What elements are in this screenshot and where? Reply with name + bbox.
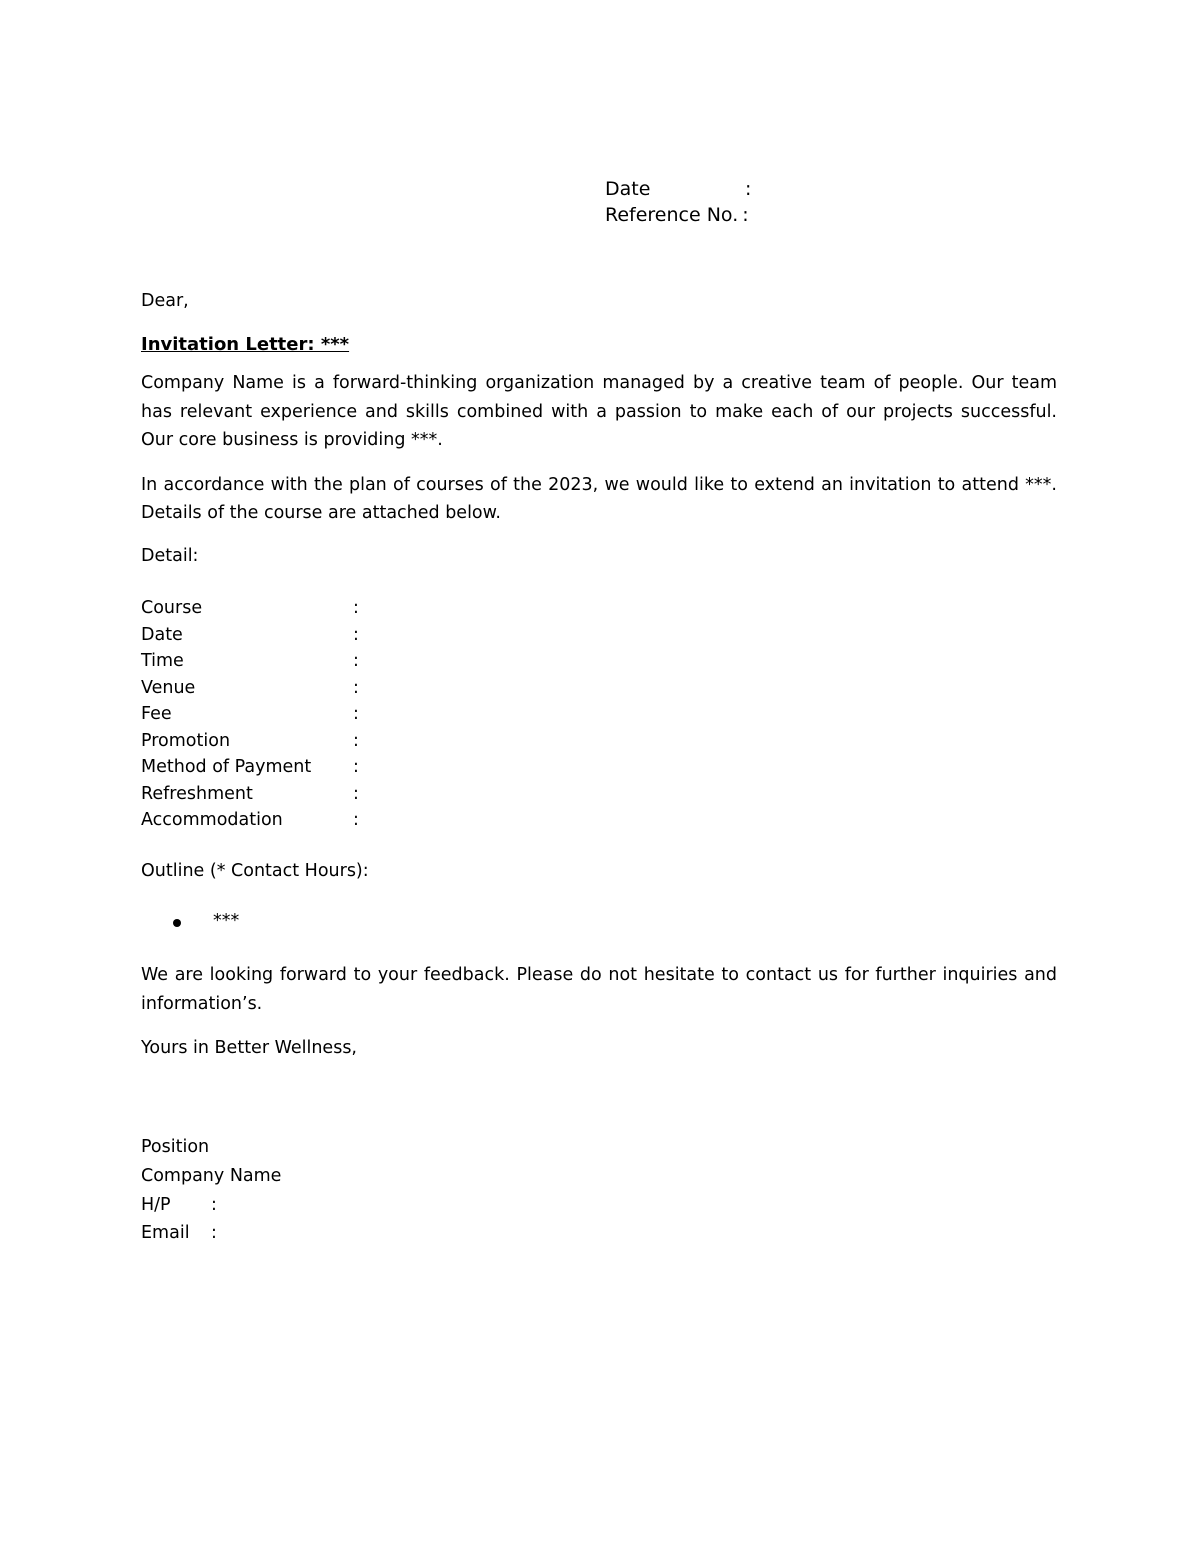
detail-row bbox=[141, 675, 1057, 702]
detail-row bbox=[141, 781, 1057, 808]
detail-colon: : bbox=[353, 651, 359, 671]
detail-row bbox=[141, 728, 1057, 755]
detail-row bbox=[141, 648, 1057, 675]
date-label: Date bbox=[605, 178, 651, 200]
detail-label: Refreshment bbox=[141, 783, 253, 804]
signoff: Yours in Better Wellness, bbox=[141, 1038, 357, 1058]
detail-colon: : bbox=[353, 704, 359, 724]
email-label: Email bbox=[141, 1222, 190, 1243]
bullet-icon bbox=[173, 919, 181, 927]
detail-heading: Detail: bbox=[141, 545, 199, 566]
email-colon: : bbox=[211, 1222, 217, 1243]
detail-colon: : bbox=[353, 757, 359, 777]
hp-colon: : bbox=[211, 1194, 217, 1215]
hp-label: H/P bbox=[141, 1194, 171, 1215]
detail-colon: : bbox=[353, 810, 359, 830]
closing-paragraph: We are looking forward to your feedback. Please do not hesitate to contact us for further inquiries and information’s. bbox=[141, 965, 1057, 1014]
outline-item-text: *** bbox=[213, 911, 240, 931]
detail-label: Fee bbox=[141, 704, 172, 724]
detail-colon: : bbox=[353, 677, 359, 698]
detail-label: Accommodation bbox=[141, 810, 283, 830]
detail-row bbox=[141, 701, 1057, 728]
signature-hp-row bbox=[141, 1191, 1057, 1219]
detail-label: Venue bbox=[141, 677, 196, 698]
detail-row bbox=[141, 807, 1057, 834]
signature-company: Company Name bbox=[141, 1165, 282, 1186]
letter-body bbox=[141, 287, 1057, 1247]
detail-colon: : bbox=[353, 783, 359, 804]
signature-position: Position bbox=[141, 1136, 210, 1157]
paragraph-company-intro: Company Name is a forward-thinking organization managed by a creative team of people. Our team has relevant experience and skills combined with a passion to make each of our projects successful. Our core business is providing ***. bbox=[141, 373, 1057, 450]
detail-label: Promotion bbox=[141, 730, 231, 751]
detail-row bbox=[141, 754, 1057, 781]
detail-colon: : bbox=[353, 730, 359, 751]
letter-header bbox=[605, 176, 751, 228]
paragraph-invitation: In accordance with the plan of courses of the 2023, we would like to extend an invitation to attend ***. Details of the course are attached below. bbox=[141, 474, 1057, 523]
subject-heading: Invitation Letter: *** bbox=[141, 333, 350, 355]
detail-label: Time bbox=[141, 651, 184, 671]
detail-label: Method of Payment bbox=[141, 757, 312, 777]
detail-row bbox=[141, 595, 1057, 622]
detail-label: Date bbox=[141, 624, 183, 645]
date-colon: : bbox=[745, 178, 752, 200]
detail-label: Course bbox=[141, 598, 203, 618]
detail-row bbox=[141, 622, 1057, 649]
salutation: Dear, bbox=[141, 291, 189, 311]
reference-label: Reference No. bbox=[605, 204, 739, 226]
reference-row bbox=[605, 202, 751, 228]
date-row bbox=[605, 176, 751, 202]
outline-list-item bbox=[173, 907, 1057, 935]
reference-colon: : bbox=[742, 204, 749, 226]
signature-email-row bbox=[141, 1219, 1057, 1247]
detail-colon: : bbox=[353, 598, 359, 618]
detail-table bbox=[141, 595, 1057, 834]
outline-heading: Outline (* Contact Hours): bbox=[141, 860, 369, 881]
detail-colon: : bbox=[353, 624, 359, 645]
